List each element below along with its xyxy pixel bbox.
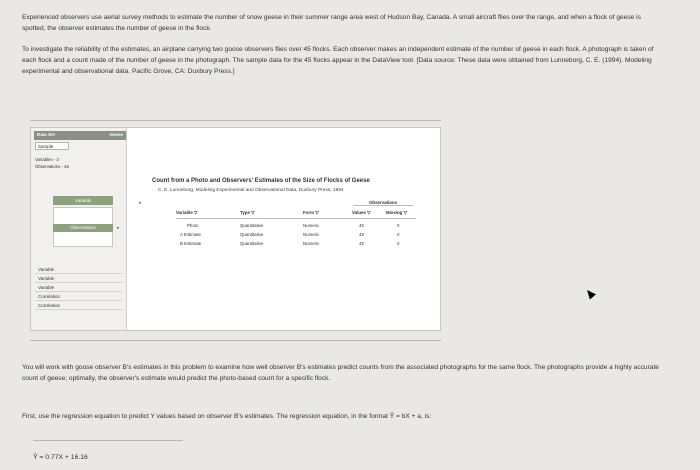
observations-button[interactable]: Observations (53, 224, 113, 232)
side-menu-item[interactable]: Correlation (35, 292, 123, 301)
cell-values: 45 (359, 232, 364, 237)
cell-type: Quantitative (240, 223, 264, 228)
dataset-title: Count from a Photo and Observers' Estimates of the Size of Flocks of Geese (152, 178, 370, 184)
table-row[interactable] (176, 223, 416, 232)
intro-paragraph-2: To investigate the reliability of the estimates, an airplane carrying two goose observers flies over 45 flocks. Each observer makes an independent estimate of the number of geese in each flock. A photograph is taken of each flock and a count made of the number of geese in the photograph. The sample data for the 45 flocks appear in the DataView tool. [Data source: These data were obtained from Lunneborg, C. E. (1994). Modeling experimental and observational data. Pacific Grove, CA: Duxbury Press.] (22, 46, 654, 75)
side-menu-item[interactable]: Variable (35, 283, 123, 292)
side-menu-item[interactable]: Correlation (35, 301, 123, 310)
mouse-pointer-icon (584, 287, 596, 299)
side-menu-item[interactable]: Variable (35, 265, 123, 274)
table-row[interactable] (176, 241, 416, 250)
task-question: First, use the regression equation to predict Y values based on observer B's estimates. The regression equation, in the format Ŷ = bX + a, is: (22, 413, 432, 420)
column-header-missing[interactable]: Missing ▽ (386, 210, 407, 215)
divider (30, 120, 441, 121)
cell-values: 45 (359, 241, 364, 246)
dataview-panel (30, 127, 441, 331)
dataset-name: Geese (109, 132, 123, 137)
observations-stat: Observations - 45 (35, 164, 69, 169)
cell-form: Numeric (303, 232, 320, 237)
side-menu-item[interactable]: Variable (35, 274, 123, 283)
dataset-header-label: Data Set (37, 132, 56, 137)
triangle-right-icon[interactable]: ▸ (117, 225, 120, 231)
task-paragraph: You will work with goose observer B's estimates in this problem to examine how well observer B's estimates predict counts from the associated photographs for the same flock. The photographs provide a highly accurate count of geese; optimally, the observer's estimate would predict the photo-based count for a specific flock. (22, 364, 659, 382)
cell-form: Numeric (303, 241, 320, 246)
column-header-form[interactable]: Form ▽ (303, 210, 319, 215)
column-header-values[interactable]: Values ▽ (352, 210, 371, 215)
divider (30, 340, 441, 341)
variable-button[interactable]: Variable (53, 196, 113, 205)
cell-missing: 0 (397, 241, 400, 246)
cell-type: Quantitative (240, 232, 264, 237)
side-menu (35, 265, 123, 310)
regression-answer: Ŷ = 0.77X + 16.16 (33, 454, 88, 461)
column-header-variable[interactable]: Variable ▽ (176, 210, 198, 215)
cell-variable: A Estimate (180, 232, 201, 237)
cell-values: 45 (359, 223, 364, 228)
cell-variable: Photo (187, 223, 199, 228)
table-header (176, 210, 416, 219)
sample-button[interactable]: Sample (35, 142, 69, 150)
column-header-type[interactable]: Type ▽ (240, 210, 255, 215)
intro-paragraph-1: Experienced observers use aerial survey methods to estimate the number of snow geese in their summer range area west of Hudson Bay, Canada. A small aircraft flies over the range, and when a flock of geese is spotted, the observer estimates the number of geese in the flock. (22, 14, 641, 32)
cell-variable: B Estimate (180, 241, 202, 246)
dataset-source: C. E. Lunneborg, Modeling Experimental and Observational Data, Duxbury Press, 1994 (158, 188, 344, 193)
cell-form: Numeric (303, 223, 320, 228)
triangle-right-icon[interactable]: ▸ (139, 200, 142, 206)
dataset-header (34, 131, 126, 140)
variables-stat: Variables - 3 (35, 157, 59, 162)
cell-missing: 0 (397, 232, 400, 237)
cell-missing: 0 (397, 223, 400, 228)
dataview-sidebar (31, 128, 127, 330)
table-row[interactable] (176, 232, 416, 241)
observations-group-header: Observations (353, 200, 413, 206)
cell-type: Quantitative (240, 241, 264, 246)
answer-line (33, 440, 183, 441)
